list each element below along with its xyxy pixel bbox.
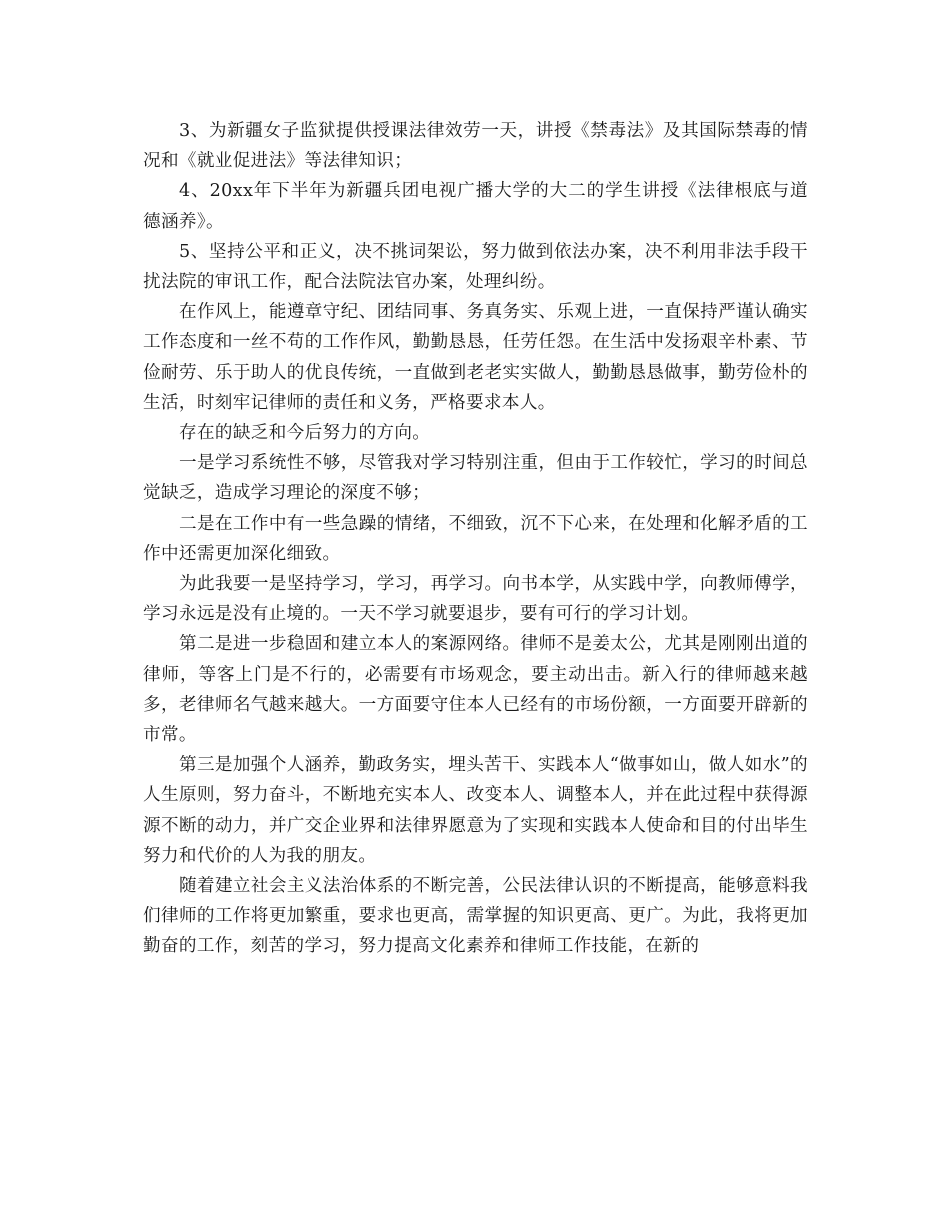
paragraph-service-prison: 3、为新疆女子监狱提供授课法律效劳一天，讲授《禁毒法》及其国际禁毒的情况和《就业促进法》等法律知识； — [143, 121, 808, 172]
paragraph-shortcoming-one: 一是学习系统性不够，尽管我对学习特别注重，但由于工作较忙，学习的时间总觉缺乏，造成学习理论的深度不够； — [143, 453, 808, 504]
paragraph-service-university: 4、20xx年下半年为新疆兵团电视广播大学的大二的学生讲授《法律根底与道德涵养》。 — [143, 181, 808, 232]
document-body — [143, 116, 808, 962]
paragraph-conclusion: 随着建立社会主义法治体系的不断完善，公民法律认识的不断提高，能够意料我们律师的工作将更加繁重，要求也更高，需掌握的知识更高、更广。为此，我将更加勤奋的工作，刻苦的学习，努力提高文化素养和律师工作技能，在新的 — [143, 876, 808, 957]
paragraph-plan-self-cultivation: 第三是加强个人涵养，勤政务实，埋头苦干、实践本人“做事如山，做人如水”的人生原则，努力奋斗，不断地充实本人、改变本人、调整本人，并在此过程中获得源源不断的动力，并广交企业界和法律界愿意为了实现和实践本人使命和目的付出毕生努力和代价的人为我的朋友。 — [143, 755, 808, 866]
paragraph-shortcomings-heading: 存在的缺乏和今后努力的方向。 — [179, 423, 431, 444]
paragraph-plan-client-network: 第二是进一步稳固和建立本人的案源网络。律师不是姜太公，尤其是刚刚出道的律师，等客上门是不行的，必需要有市场观念，要主动出击。新入行的律师越来越多，老律师名气越来越大。一方面要守住本人已经有的市场份额，一方面要开辟新的市常。 — [143, 634, 808, 746]
paragraph-work-style: 在作风上，能遵章守纪、团结同事、务真务实、乐观上进，一直保持严谨认确实工作态度和一丝不苟的工作作风，勤勤恳恳，任劳任怨。在生活中发扬艰辛朴素、节俭耐劳、乐于助人的优良传统，一直做到老老实实做人，勤勤恳恳做事，勤劳俭朴的生活，时刻牢记律师的责任和义务，严格要求本人。 — [143, 302, 808, 413]
paragraph-plan-study: 为此我要一是坚持学习，学习，再学习。向书本学，从实践中学，向教师傅学，学习永远是没有止境的。一天不学习就要退步，要有可行的学习计划。 — [143, 574, 808, 625]
paragraph-shortcoming-two: 二是在工作中有一些急躁的情绪，不细致，沉不下心来，在处理和化解矛盾的工作中还需更加深化细致。 — [143, 513, 808, 564]
paragraph-fairness-justice: 5、坚持公平和正义，决不挑词架讼，努力做到依法办案，决不利用非法手段干扰法院的审讯工作，配合法院法官办案，处理纠纷。 — [143, 241, 808, 293]
